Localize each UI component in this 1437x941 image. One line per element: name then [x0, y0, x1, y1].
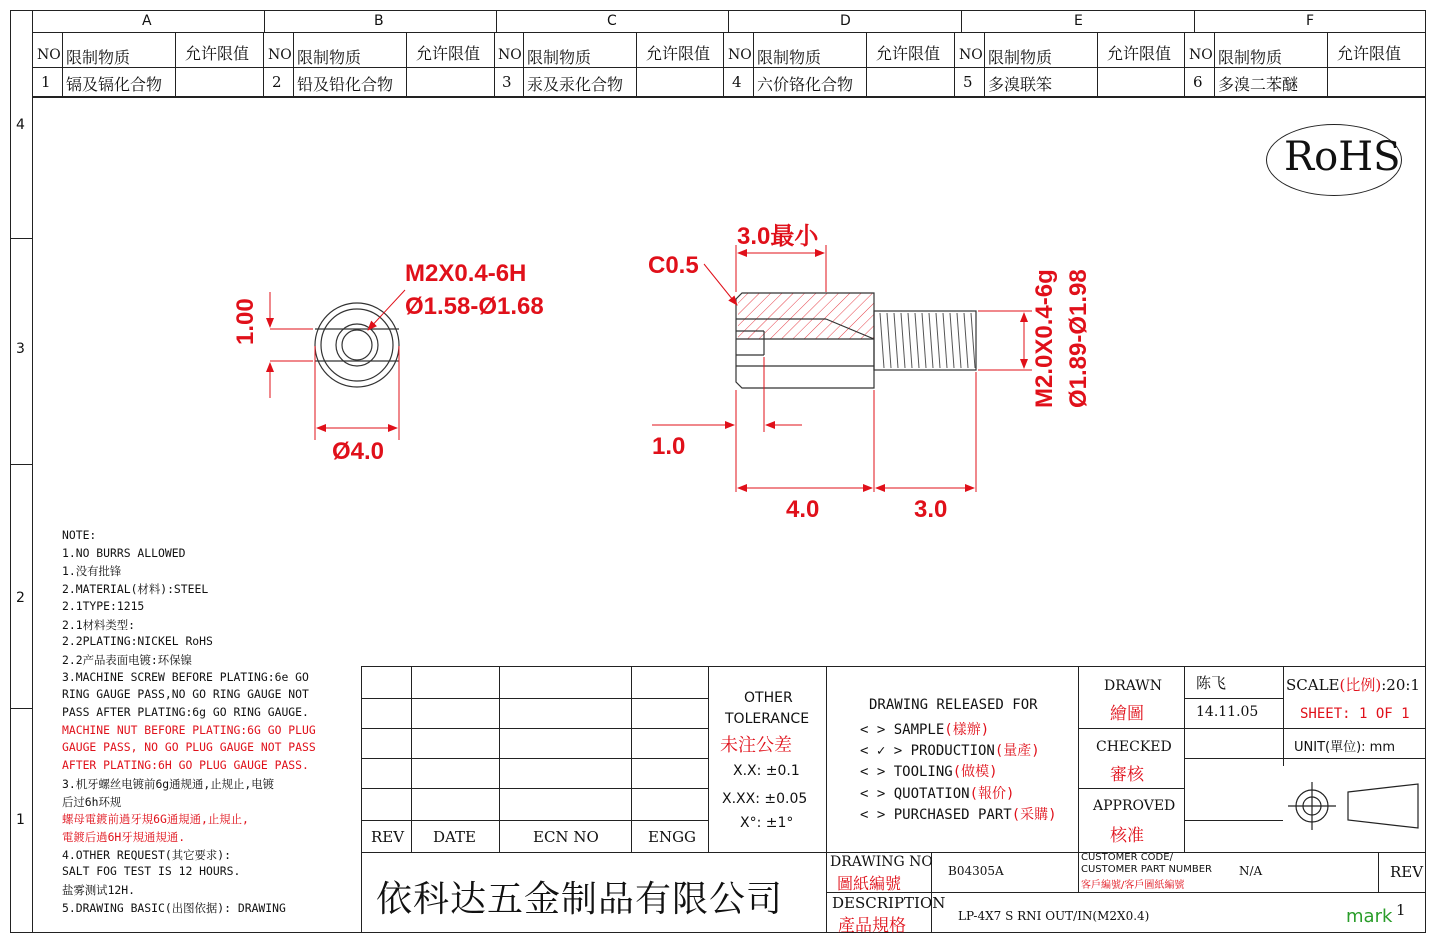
- scale-label: [1286, 674, 1420, 695]
- rev-grid-col: [631, 666, 632, 852]
- watermark: mark: [1346, 906, 1393, 927]
- signoff-line: [1078, 788, 1184, 789]
- release-option-label-cn: (樣辦): [944, 722, 990, 738]
- sheet-number: SHEET: 1 OF 1: [1300, 706, 1410, 722]
- table-row-line: [32, 67, 1426, 68]
- note-line: 電鍍后過6H牙規通規通.: [62, 829, 186, 844]
- header-no: NO: [498, 47, 522, 63]
- header-substance: 限制物质: [297, 48, 362, 67]
- rev-grid-col: [708, 666, 709, 852]
- note-line: 2.MATERIAL(材料):STEEL: [62, 582, 209, 597]
- tolerance-title-cn: 未注公差: [720, 735, 792, 756]
- row-number: 2: [16, 590, 25, 606]
- note-line: 盐雾测试12H.: [62, 883, 135, 897]
- column-header-line: [32, 32, 1426, 33]
- note-line: 3.MACHINE SCREW BEFORE PLATING:6e GO: [62, 669, 309, 684]
- release-option: [860, 719, 989, 739]
- unit-label: UNIT(單位): mm: [1294, 740, 1395, 755]
- table-line: [406, 32, 407, 96]
- release-option: [860, 783, 1014, 803]
- scale-label-cn: (比例): [1339, 676, 1382, 694]
- table-line: [636, 32, 637, 96]
- drawn-label: DRAWN: [1104, 678, 1162, 694]
- header-limit: 允许限值: [646, 44, 711, 63]
- table-line: [954, 32, 955, 96]
- rohs-label: RoHS: [1284, 134, 1401, 180]
- header-substance: 限制物质: [757, 48, 822, 67]
- note-line: 2.1TYPE:1215: [62, 598, 145, 613]
- release-option-label-cn: (量產): [994, 743, 1040, 760]
- col-divider: [496, 10, 497, 32]
- ecn-header: ECN NO: [533, 828, 599, 846]
- tolerance-title: TOLERANCE: [725, 711, 810, 727]
- dim-thread-nut: M2X0.4-6H: [405, 260, 527, 287]
- rev-value: 1: [1396, 901, 1406, 919]
- note-line: 1.NO BURRS ALLOWED: [62, 545, 186, 560]
- col-divider: [1194, 10, 1195, 32]
- row-divider: [10, 464, 32, 465]
- rev-grid-line: [361, 820, 708, 821]
- tolerance-angle: X°: ±1°: [740, 815, 794, 831]
- table-line: [263, 32, 264, 96]
- dim-slot-depth: 1.0: [652, 433, 686, 460]
- desc-col: [1378, 852, 1379, 892]
- title-col: [1283, 666, 1284, 766]
- dim-min-length: 3.0最小: [737, 223, 819, 250]
- tolerance-x-xx: X.XX: ±0.05: [722, 791, 808, 807]
- column-letter: E: [1074, 13, 1083, 29]
- engg-header: ENGG: [648, 828, 697, 846]
- signoff-line: [1184, 820, 1283, 821]
- rev-grid-line: [361, 758, 708, 759]
- header-no: NO: [268, 47, 292, 63]
- table-line: [984, 32, 985, 96]
- customer-label-cn: 客戶編號/客戶圖紙編號: [1081, 880, 1185, 891]
- header-limit: 允许限值: [876, 44, 941, 63]
- scale-label-en: SCALE: [1286, 676, 1340, 694]
- header-limit: 允许限值: [416, 44, 481, 63]
- note-line: 后过6h环规: [62, 794, 122, 809]
- checked-label: CHECKED: [1096, 739, 1172, 755]
- dim-thread-nut-dia: Ø1.58-Ø1.68: [405, 293, 544, 320]
- checkbox-icon: < >: [860, 764, 894, 781]
- table-line: [1327, 32, 1328, 96]
- signoff-line: [1184, 698, 1283, 699]
- note-line: 3.机牙螺丝电镀前6g通规通,止规止,电镀: [62, 776, 275, 791]
- signoff-line: [1184, 758, 1426, 759]
- substance-name: 镉及镉化合物: [66, 75, 163, 94]
- column-letter: A: [142, 13, 152, 29]
- table-line: [1097, 32, 1098, 96]
- table-line: [1184, 32, 1185, 96]
- release-option-label: TOOLING: [893, 764, 953, 781]
- note-line: 2.2PLATING:NICKEL RoHS: [62, 634, 213, 649]
- drawing-no: B04305A: [948, 864, 1004, 878]
- description-label: DESCRIPTION: [832, 894, 946, 912]
- drawn-date: 14.11.05: [1196, 704, 1259, 720]
- column-letter: C: [607, 13, 617, 29]
- table-line: [753, 32, 754, 96]
- note-line: GAUGE PASS, NO GO PLUG GAUGE NOT PASS: [62, 740, 316, 755]
- note-line: 4.OTHER REQUEST(其它要求):: [62, 847, 232, 862]
- note-line: MACHINE NUT BEFORE PLATING:6G GO PLUG: [62, 722, 316, 737]
- header-no: NO: [1189, 47, 1213, 63]
- title-block-top: [361, 666, 1426, 667]
- checkmark-icon: < ✓ >: [860, 743, 911, 760]
- note-line: 5.DRAWING BASIC(出图依据): DRAWING: [62, 900, 286, 915]
- table-line: [866, 32, 867, 96]
- table-line: [293, 32, 294, 96]
- date-header: DATE: [433, 828, 476, 846]
- approved-label-cn: 核准: [1110, 826, 1144, 846]
- table-line: [1214, 32, 1215, 96]
- header-limit: 允许限值: [185, 44, 250, 63]
- substance-name: 多溴联笨: [988, 75, 1053, 94]
- table-line: [494, 32, 495, 96]
- row-divider: [10, 238, 32, 239]
- note-line: NOTE:: [62, 528, 97, 542]
- note-line: 2.1材料类型:: [62, 617, 135, 632]
- header-no: NO: [37, 47, 61, 63]
- release-option-label: PURCHASED PART: [893, 806, 1012, 823]
- column-letter: B: [374, 13, 384, 29]
- table-line: [175, 32, 176, 96]
- release-option: [860, 761, 998, 781]
- note-line: AFTER PLATING:6H GO PLUG GAUGE PASS.: [62, 758, 309, 773]
- substance-name: 铅及铅化合物: [297, 75, 394, 94]
- checkbox-icon: < >: [860, 806, 894, 823]
- col-divider: [961, 10, 962, 32]
- column-letter: F: [1306, 13, 1315, 29]
- column-letter: D: [840, 13, 851, 29]
- title-block-left: [361, 666, 362, 933]
- header-limit: 允许限值: [1337, 44, 1402, 63]
- release-option-label: SAMPLE: [893, 722, 945, 738]
- title-col: [1184, 666, 1185, 852]
- dim-head-length: 4.0: [786, 496, 820, 523]
- release-option-label: PRODUCTION: [910, 743, 995, 760]
- note-line: 1.没有批锋: [62, 564, 122, 579]
- header-substance: 限制物质: [66, 48, 131, 67]
- checked-label-cn: 審核: [1110, 765, 1144, 785]
- header-substance: 限制物质: [988, 48, 1053, 67]
- drawn-label-cn: 繪圖: [1110, 704, 1144, 724]
- rev-label: REV: [1390, 863, 1424, 881]
- tolerance-title: OTHER: [744, 690, 793, 706]
- header-substance: 限制物质: [527, 48, 592, 67]
- note-line: SALT FOG TEST IS 12 HOURS.: [62, 864, 241, 879]
- title-mid-line: [361, 852, 1426, 853]
- release-option-label-cn: (做模): [952, 764, 998, 781]
- scale-value: :20:1: [1381, 676, 1420, 694]
- description-label-cn: 產品規格: [838, 916, 906, 936]
- release-option-label-cn: (報价): [969, 785, 1015, 802]
- rev-grid-line: [361, 788, 708, 789]
- substance-no: 6: [1193, 73, 1203, 91]
- substance-name: 汞及汞化合物: [527, 75, 624, 94]
- row-number: 1: [16, 812, 25, 828]
- row-divider: [10, 708, 32, 709]
- header-limit: 允许限值: [1107, 44, 1172, 63]
- checkbox-icon: < >: [860, 785, 894, 802]
- customer-part-label: CUSTOMER PART NUMBER: [1081, 864, 1212, 875]
- customer-value: N/A: [1239, 864, 1263, 878]
- note-line: 2.2产品表面电镀:环保镍: [62, 652, 192, 667]
- rev-grid-col: [499, 666, 500, 852]
- table-line: [523, 32, 524, 96]
- substance-no: 2: [272, 73, 282, 91]
- substance-no: 5: [963, 73, 973, 91]
- drawing-no-label-cn: 圖紙編號: [837, 874, 902, 893]
- substance-no: 3: [502, 73, 512, 91]
- company-name: 依科达五金制品有限公司: [376, 879, 784, 920]
- dim-thread-screw: M2.0X0.4-6g: [1031, 269, 1058, 408]
- rev-grid-line: [361, 698, 708, 699]
- approved-label: APPROVED: [1093, 798, 1176, 814]
- substance-name: 多溴二苯醚: [1218, 75, 1299, 94]
- release-option-label: QUOTATION: [893, 785, 970, 802]
- dim-thread-length: 3.0: [914, 496, 948, 523]
- substance-no: 1: [41, 73, 51, 91]
- tolerance-x-x: X.X: ±0.1: [733, 763, 800, 779]
- desc-col: [1078, 852, 1079, 892]
- col-divider: [264, 10, 265, 32]
- rev-header: REV: [371, 828, 405, 846]
- signoff-line: [1078, 728, 1426, 729]
- rev-grid-line: [361, 728, 708, 729]
- rev-grid-col: [411, 666, 412, 852]
- col-divider: [728, 10, 729, 32]
- dim-chamfer: C0.5: [648, 252, 699, 279]
- note-line: RING GAUGE PASS,NO GO RING GAUGE NOT: [62, 687, 309, 702]
- release-option-label-cn: (采購): [1011, 806, 1057, 823]
- checkbox-icon: < >: [860, 722, 894, 738]
- row-number: 3: [16, 341, 25, 357]
- drawing-no-label: DRAWING NO: [830, 854, 933, 870]
- header-no: NO: [959, 47, 983, 63]
- desc-line: [826, 892, 1426, 893]
- title-col: [1078, 666, 1079, 852]
- release-title: DRAWING RELEASED FOR: [869, 697, 1038, 713]
- table-bottom-line: [32, 96, 1426, 98]
- row-number: 4: [16, 117, 25, 133]
- header-no: NO: [728, 47, 752, 63]
- dim-slot-width: 1.00: [232, 298, 259, 345]
- table-line: [62, 32, 63, 96]
- release-option: [860, 804, 1057, 824]
- dim-thread-screw-dia: Ø1.89-Ø1.98: [1065, 269, 1092, 408]
- description-value: LP-4X7 S RNI OUT/IN(M2X0.4): [958, 909, 1150, 923]
- table-line: [723, 32, 724, 96]
- substance-name: 六价铬化合物: [757, 75, 854, 94]
- dim-outer-dia: Ø4.0: [332, 438, 385, 465]
- release-option: [860, 740, 1040, 760]
- note-line: 螺母電鍍前過牙規6G通規通,止規止,: [62, 812, 249, 827]
- substance-no: 4: [732, 73, 742, 91]
- drawer-name: 陈飞: [1196, 674, 1227, 692]
- header-substance: 限制物质: [1218, 48, 1283, 67]
- note-line: PASS AFTER PLATING:6g GO RING GAUGE.: [62, 705, 309, 719]
- customer-code-label: CUSTOMER CODE/: [1081, 852, 1173, 863]
